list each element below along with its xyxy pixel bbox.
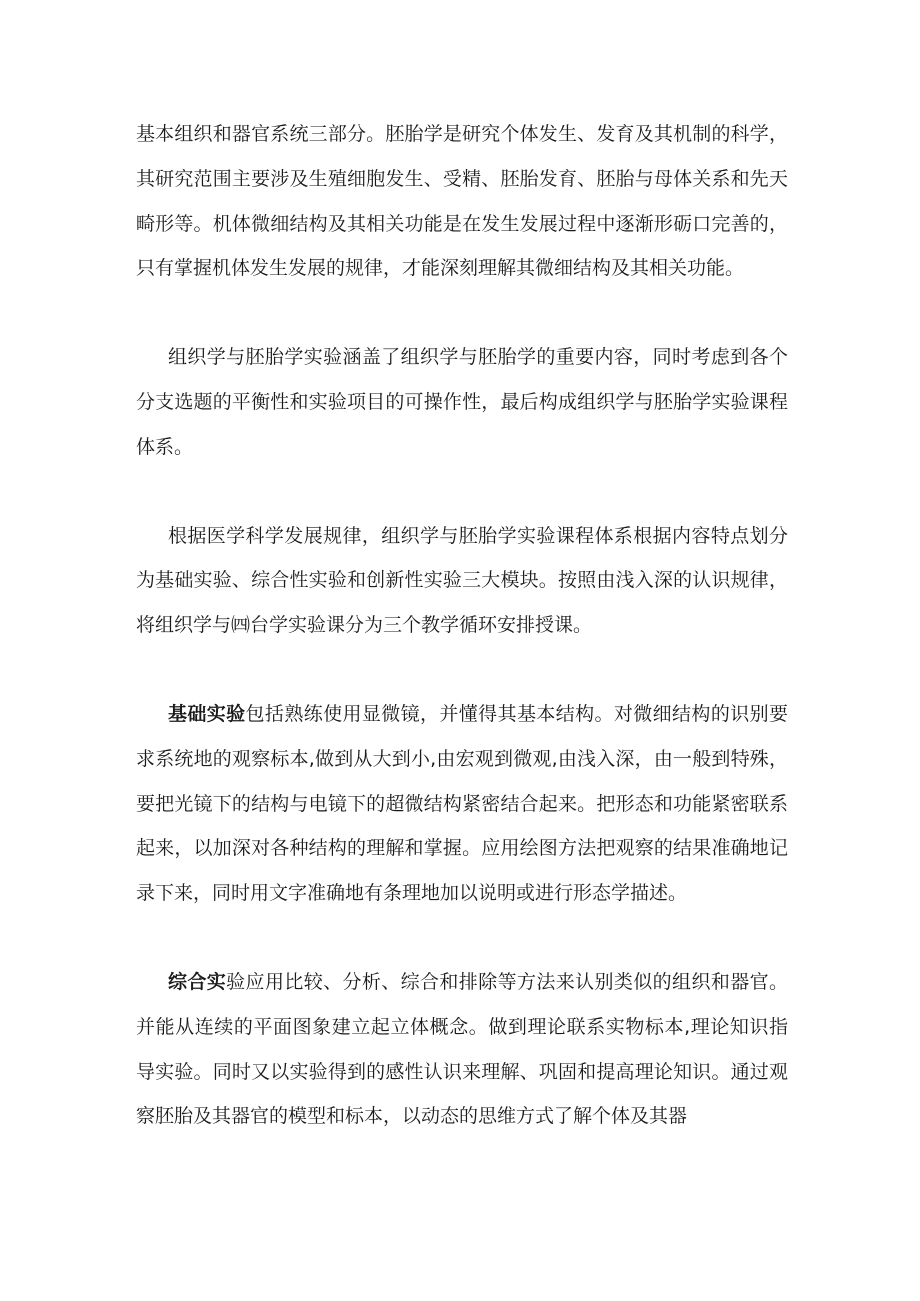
paragraph-2 — [136, 335, 788, 469]
paragraph-4-lead: 基础实验 — [168, 702, 246, 725]
paragraph-2-text: 组织学与胚胎学实验涵盖了组织学与胚胎学的重要内容，同时考虑到各个分支选题的平衡性和实验项目的可操作性，最后构成组织学与胚胎学实验课程体系。 — [136, 346, 788, 458]
paragraph-4-text: 包括熟练使用显微镜，并懂得其基本结构。对微细结构的识别要求系统地的观察标本,做到从大到小,由宏观到微观,由浅入深，由一般到特殊，要把光镜下的结构与电镜下的超微结构紧密结合起来。把形态和功能紧密联系起来，以加深对各种结构的理解和掌握。应用绘图方法把观察的结果准确地记录下来，同时用文字准确地有条理地加以说明或进行形态学描述。 — [136, 702, 788, 905]
paragraph-3 — [136, 514, 788, 648]
paragraph-1-text: 基本组织和器官系统三部分。胚胎学是研究个体发生、发育及其机制的科学，其研究范围主要涉及生殖细胞发生、受精、胚胎发育、胚胎与母体关系和先天畸形等。机体微细结构及其相关功能是在发生发展过程中逐渐形砺口完善的，只有掌握机体发生发展的规律，才能深刻理解其微细结构及其相关功能。 — [136, 123, 788, 280]
paragraph-3-text: 根据医学科学发展规律，组织学与胚胎学实验课程体系根据内容特点划分为基础实验、综合性实验和创新性实验三大模块。按照由浅入深的认识规律，将组织学与㈣台学实验课分为三个教学循环安排授课。 — [136, 524, 788, 637]
paragraph-4 — [136, 692, 788, 916]
paragraph-5 — [136, 960, 788, 1139]
paragraph-5-lead: 综合实 — [168, 970, 227, 993]
document-body — [136, 112, 788, 1183]
paragraph-5-text: 验应用比较、分析、综合和排除等方法来认别类似的组织和器官。并能从连续的平面图象建立起立体概念。做到理论联系实物标本,理论知识指导实验。同时又以实验得到的感性认识来理解、巩固和提高理论知识。通过观察胚胎及其器官的模型和标本，以动态的思维方式了解个体及其器 — [136, 970, 788, 1128]
paragraph-1 — [136, 112, 788, 291]
